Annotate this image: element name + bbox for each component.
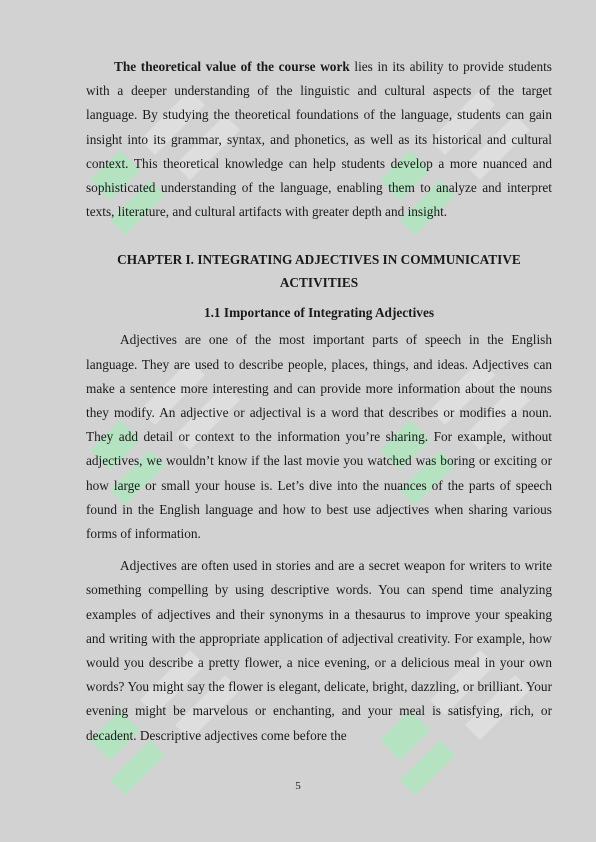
- intro-paragraph: [86, 55, 552, 224]
- intro-bold-lead: The theoretical value of the course work: [114, 59, 350, 74]
- chapter-heading: [86, 248, 552, 294]
- section-heading: 1.1 Importance of Integrating Adjectives: [203, 305, 435, 321]
- intro-text: lies in its ability to provide students with a deeper understanding of the linguistic and cultural aspects of the target language. By studying the theoretical foundations of the language, students can gain insight into its grammar, syntax, and phonetics, as well as its historical and cultural context. This theoretical knowledge can help students develop a more nuanced and sophisticated understanding of the language, enabling them to analyze and interpret texts, literature, and cultural artifacts with greater depth and insight.: [86, 59, 552, 220]
- page-content: [86, 55, 552, 748]
- page-number: 5: [295, 780, 301, 792]
- body-paragraph: Adjectives are one of the most important parts of speech in the English language. They are used to describe people, places, things, and ideas. Adjectives can make a sentence more interesting and can provide more information about the nouns they modify. An adjective or adjectival is a word that describes or modifies a noun. They add detail or context to the information you’re sharing. For example, without adjectives, we wouldn’t know if the last movie you watched was boring or exciting or how large or small your house is. Let’s dive into the nuances of the parts of speech found in the English language and how to best use adjectives when sharing various forms of information.: [86, 332, 552, 542]
- chapter-heading-line2: ACTIVITIES: [279, 275, 359, 291]
- body-paragraph: Adjectives are often used in stories and are a secret weapon for writers to write something compelling by using descriptive words. You can spend time analyzing examples of adjectives and their synonyms in a thesaurus to improve your speaking and writing with the appropriate application of adjectival creativity. For example, how would you describe a pretty flower, a nice evening, or a delicious meal in your own words? You might say the flower is elegant, delicate, bright, dazzling, or brilliant. Your evening might be marvelous or enchanting, and your meal is satisfying, rich, or decadent. Descriptive adjectives come before the: [86, 558, 552, 743]
- chapter-heading-line1: CHAPTER I. INTEGRATING ADJECTIVES IN COMMUNICATIVE: [117, 252, 521, 268]
